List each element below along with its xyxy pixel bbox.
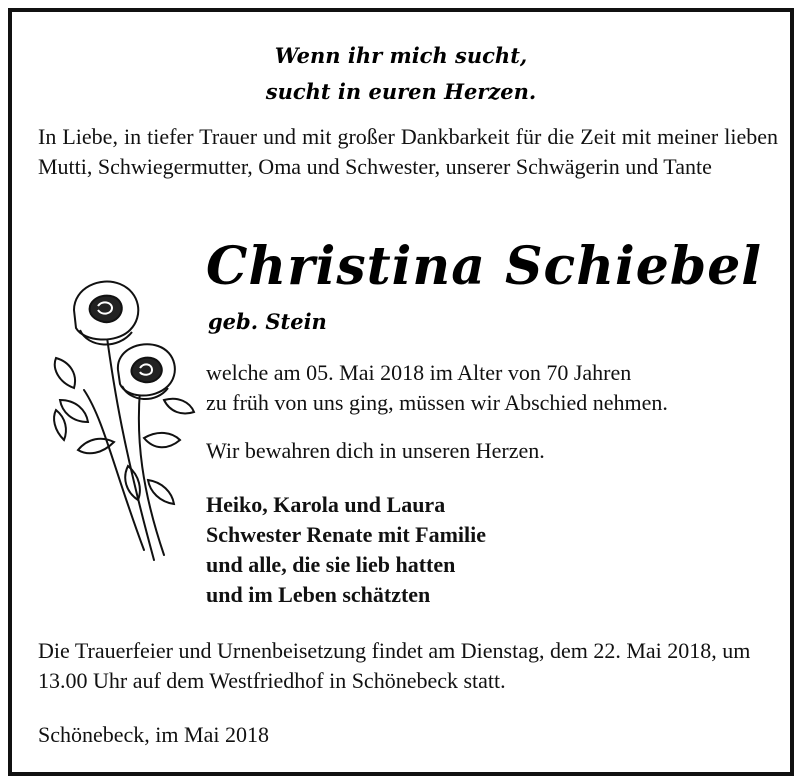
funeral-info: Die Trauerfeier und Urnenbeisetzung findet am Dienstag, dem 22. Mai 2018, um 13.00 Uhr auf dem Westfriedhof in Schönebeck statt. [38, 638, 751, 693]
roses-icon [44, 270, 204, 570]
death-notice [206, 358, 668, 418]
obituary-frame [8, 8, 794, 776]
place-and-date: Schönebeck, im Mai 2018 [38, 722, 269, 747]
motto-line-1: Wenn ihr mich sucht, [274, 43, 528, 68]
remembrance-text: Wir bewahren dich in unseren Herzen. [206, 438, 545, 463]
death-notice-line-1: welche am 05. Mai 2018 im Alter von 70 Jahren [206, 360, 632, 385]
deceased-name: Christina Schiebel [206, 236, 763, 297]
motto-line-2: sucht in euren Herzen. [265, 79, 537, 104]
mourner-line: Schwester Renate mit Familie [206, 522, 487, 547]
mourner-line: Heiko, Karola und Laura [206, 492, 446, 517]
mourners-list [206, 490, 486, 610]
mourner-line: und alle, die sie lieb hatten [206, 552, 456, 577]
mourner-line: und im Leben schätzten [206, 582, 431, 607]
maiden-name: geb. Stein [208, 309, 327, 334]
death-notice-line-2: zu früh von uns ging, müssen wir Abschied nehmen. [206, 390, 668, 415]
motto [12, 38, 790, 110]
intro-text: In Liebe, in tiefer Trauer und mit großer Dankbarkeit für die Zeit mit meiner lieben Mutti, Schwiegermutter, Oma und Schwester, unserer Schwägerin und Tante [38, 124, 778, 179]
